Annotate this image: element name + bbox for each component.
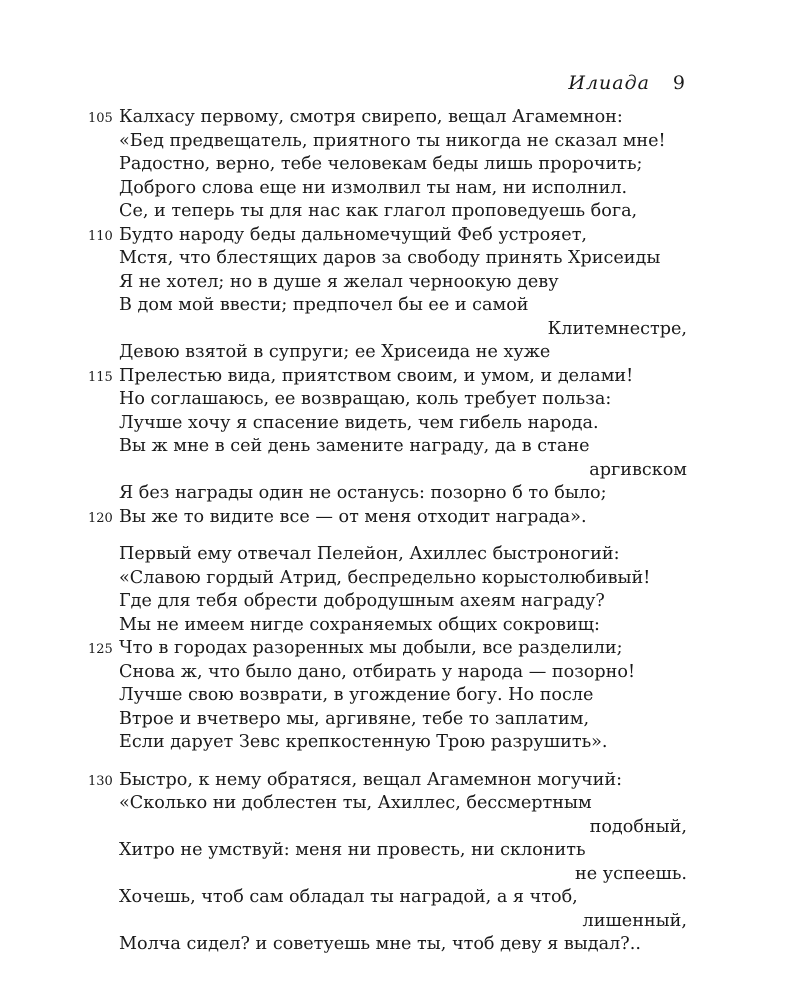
verse-line [0, 506, 800, 530]
stanza-gap [0, 529, 800, 543]
verse-text: Если дарует Зевс крепкостенную Трою разрушить». [119, 732, 608, 752]
verse-continuation: не успеешь. [574, 863, 687, 884]
verse-line [0, 816, 800, 840]
verse-text: Доброго слова еще ни измолвил ты нам, ни исполнил. [119, 177, 628, 198]
verse-continuation: Клитемнестре, [547, 318, 687, 339]
verse-line [0, 153, 800, 177]
verse-text: Но соглашаюсь, ее возвращаю, коль требует польза: [119, 389, 612, 409]
verse-text: «Бед предвещатель, приятного ты никогда не сказал мне! [119, 130, 666, 151]
verse-line [0, 106, 800, 130]
verse-line [0, 708, 800, 732]
verse-line [0, 792, 800, 816]
stanza-gap [0, 755, 800, 769]
verse-text: Радостно, верно, тебе человекам беды лишь пророчить; [119, 154, 643, 174]
verse-text: Первый ему отвечал Пелейон, Ахиллес быстроногий: [119, 544, 620, 564]
verse-continuation: подобный, [589, 816, 687, 837]
verse-text: Снова ж, что было дано, отбирать у народа — позорно! [119, 661, 636, 682]
verse-line [0, 365, 800, 389]
verse-line [0, 543, 800, 567]
verse-line [0, 130, 800, 154]
verse-text: Я без награды один не останусь: позорно б то было; [119, 483, 607, 503]
verse-line [0, 590, 800, 614]
verse-line [0, 224, 800, 248]
page-number: 9 [672, 72, 685, 94]
verse-text: Мы не имеем нигде сохраняемых общих сокровищ: [119, 614, 600, 635]
verse-text: Вы ж мне в сей день замените награду, да в стане [119, 436, 590, 456]
line-number: 110 [88, 228, 113, 244]
line-number: 105 [88, 111, 113, 126]
line-number: 120 [88, 510, 113, 526]
verse-line [0, 769, 800, 793]
verse-line [0, 661, 800, 685]
verse-text: Я не хотел; но в душе я желал черноокую деву [119, 271, 559, 292]
verse-line [0, 318, 800, 342]
verse-line [0, 388, 800, 412]
verse-text: Девою взятой в супруги; ее Хрисеида не хуже [119, 342, 551, 362]
verse-text: Калхасу первому, смотря свирепо, вещал Агамемнон: [119, 107, 623, 127]
verse-line [0, 614, 800, 638]
verse-line [0, 247, 800, 271]
verse-text: Хитро не умствуй: меня ни провесть, ни склонить [119, 840, 586, 860]
verse-text: В дом мой ввести; предпочел бы ее и самой [119, 295, 529, 315]
verse-continuation: лишенный, [582, 910, 687, 931]
line-number: 115 [88, 369, 113, 385]
verse-line [0, 271, 800, 295]
verse-line [0, 294, 800, 318]
verse-text: Хочешь, чтоб сам обладал ты наградой, а я чтоб, [119, 887, 578, 907]
verse-line [0, 459, 800, 483]
verse-line [0, 731, 800, 755]
verse-text: Молча сидел? и советуешь мне ты, чтоб деву я выдал?.. [119, 934, 641, 954]
verse-line [0, 886, 800, 910]
verse-text: Лучше хочу я спасение видеть, чем гибель народа. [119, 412, 599, 433]
verse-line [0, 637, 800, 661]
verse-text: Что в городах разоренных мы добыли, все разделили; [119, 638, 623, 658]
verse-line [0, 341, 800, 365]
verse-text: Быстро, к нему обратяся, вещал Агамемнон могучий: [119, 769, 623, 790]
verse-text: «Славою гордый Атрид, беспредельно корыстолюбивый! [119, 567, 651, 588]
verse-text: Лучше свою возврати, в угождение богу. Но после [119, 685, 594, 705]
poem-text [0, 106, 800, 957]
verse-text: Втрое и вчетверо мы, аргивяне, тебе то заплатим, [119, 708, 590, 729]
verse-line [0, 177, 800, 201]
verse-text: Мстя, что блестящих даров за свободу принять Хрисеиды [119, 248, 661, 268]
verse-text: Будто народу беды дальномечущий Феб устрояет, [119, 224, 588, 245]
verse-text: Прелестью вида, приятством своим, и умом, и делами! [119, 365, 634, 386]
verse-text: Вы же то видите все — от меня отходит награда». [119, 506, 587, 527]
verse-text: Се, и теперь ты для нас как глагол проповедуешь бога, [119, 201, 638, 221]
running-title: Илиада [568, 72, 650, 94]
running-header [0, 72, 800, 98]
verse-line [0, 910, 800, 934]
verse-line [0, 933, 800, 957]
verse-line [0, 863, 800, 887]
verse-text: Где для тебя обрести добродушным ахеям награду? [119, 591, 605, 611]
line-number: 130 [88, 773, 113, 789]
verse-line [0, 435, 800, 459]
verse-text: «Сколько ни доблестен ты, Ахиллес, бессмертным [119, 793, 592, 813]
line-number: 125 [88, 642, 113, 657]
verse-line [0, 200, 800, 224]
verse-line [0, 567, 800, 591]
verse-line [0, 839, 800, 863]
verse-continuation: аргивском [589, 459, 687, 480]
verse-line [0, 684, 800, 708]
verse-line [0, 482, 800, 506]
verse-line [0, 412, 800, 436]
